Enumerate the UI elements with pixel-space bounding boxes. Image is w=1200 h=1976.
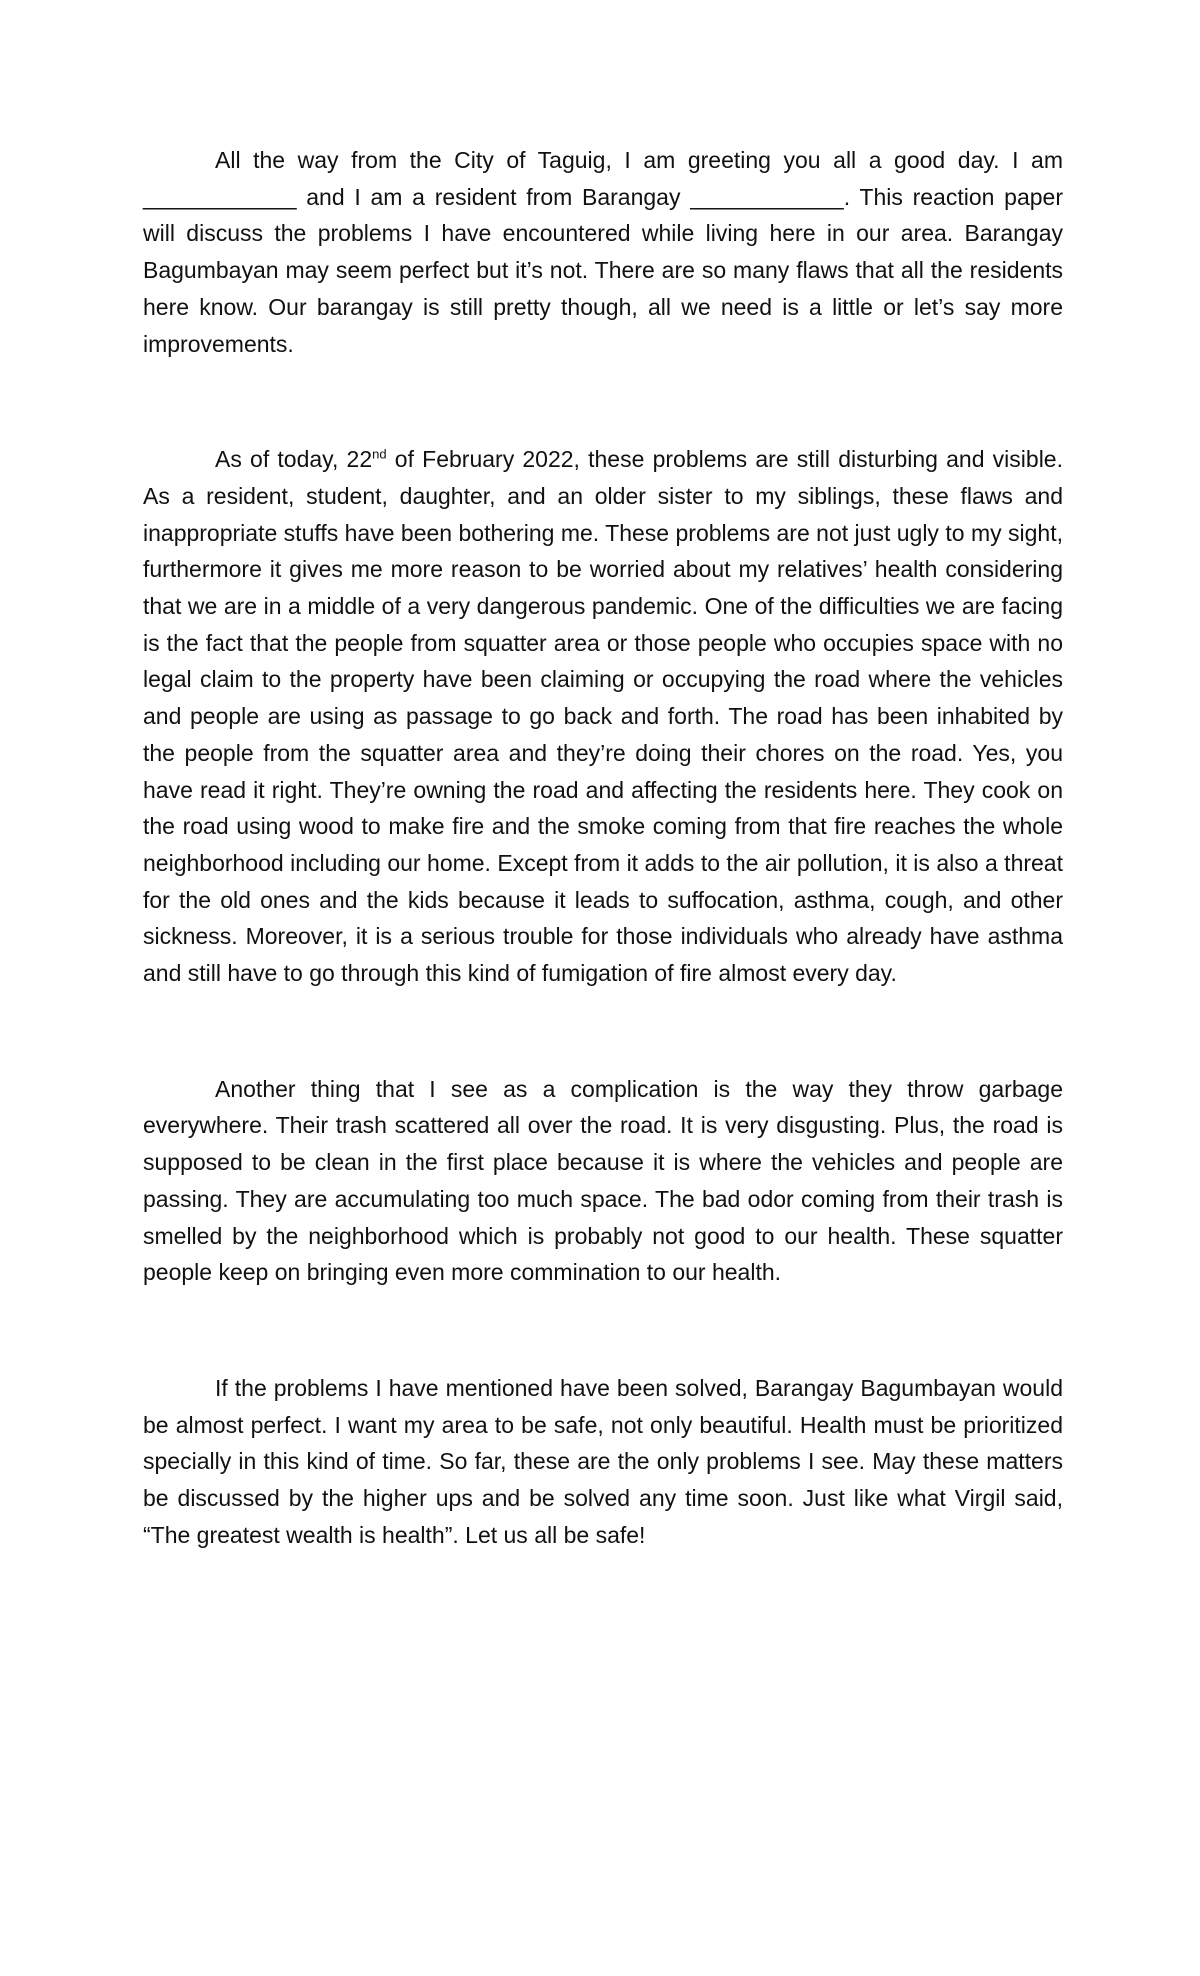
paragraph-smoke-text: of February 2022, these problems are still disturbing and visible. As a resident, student, daughter, and an older sister to my siblings, these flaws and inappropriate stuffs have been bothering me. These problems are not just ugly to my sight, furthermore it gives me more reason to be worried about my relatives’ health considering that we are in a middle of a very dangerous pandemic. One of the difficulties we are facing is the fact that the people from squatter area or those people who occupies space with no legal claim to the property have been claiming or occupying the road where the vehicles and people are using as passage to go back and forth. The road has been inhabited by the people from the squatter area and they’re doing their chores on the road. Yes, you have read it right. They’re owning the road and affecting the residents here. They cook on the road using wood to make fire and the smoke coming from that fire reaches the whole neighborhood including our home. Except from it adds to the air pollution, it is also a threat for the old ones and the kids because it leads to suffocation, asthma, cough, and other sickness. Moreover, it is a serious trouble for those individuals who already have asthma and still have to go through this kind of fumigation of fire almost every day.: [143, 446, 1063, 987]
paragraph-smoke-problem: [143, 441, 1063, 992]
paragraph-garbage-problem: Another thing that I see as a complication is the way they throw garbage everywhere. Their trash scattered all over the road. It is very disgusting. Plus, the road is supposed to be clean in the first place because it is where the vehicles and people are passing. They are accumulating too much space. The bad odor coming from their trash is smelled by the neighborhood which is probably not good to our health. These squatter people keep on bringing even more commination to our health.: [143, 1075, 1063, 1286]
reaction-paper-body: [143, 142, 1063, 1554]
paragraph-conclusion: If the problems I have mentioned have been solved, Barangay Bagumbayan would be almost perfect. I want my area to be safe, not only beautiful. Health must be prioritized specially in this kind of time. So far, these are the only problems I see. May these matters be discussed by the higher ups and be solved any time soon. Just like what Virgil said, “The greatest wealth is health”. Let us all be safe!: [143, 1374, 1063, 1548]
paragraph-introduction: All the way from the City of Taguig, I am greeting you all a good day. I am ____________ and I am a resident from Barangay ____________. This reaction paper will discuss the problems I have encountered while living here in our area. Barangay Bagumbayan may seem perfect but it’s not. There are so many flaws that all the residents here know. Our barangay is still pretty though, all we need is a little or let’s say more improvements.: [143, 147, 1063, 357]
paragraph-date-lead: As of today, 22: [215, 446, 373, 473]
date-ordinal-suffix: nd: [372, 446, 387, 462]
